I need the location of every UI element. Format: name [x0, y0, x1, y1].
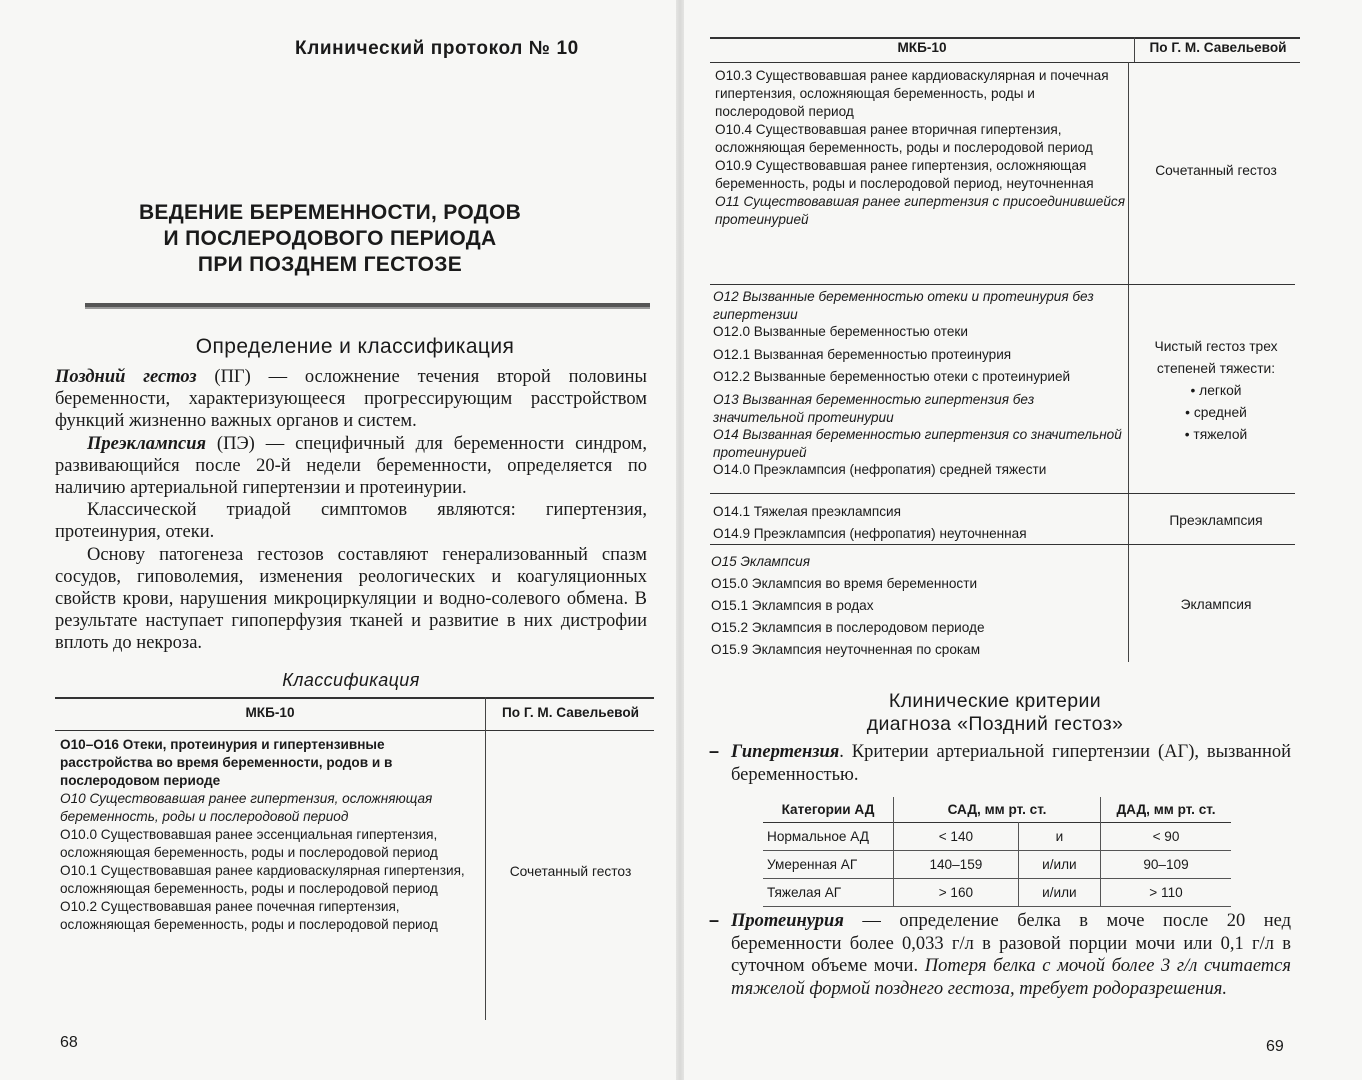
list-item: О12.2 Вызванные беременностью отеки с протеинурией	[713, 369, 1071, 385]
table-column-divider	[1134, 37, 1135, 62]
table-header-savelieva: По Г. М. Савельевой	[1149, 40, 1287, 55]
table-cell: < 140	[894, 823, 1019, 851]
running-title: Клинический протокол № 10	[295, 38, 579, 59]
table-cell: и	[1018, 823, 1100, 851]
list-item: О10.0 Существовавшая ранее эссенциальная гипертензия, осложняющая беременность, роды и послеродовой период	[60, 827, 438, 860]
list-dash: –	[709, 910, 720, 930]
paragraph: Преэклампсия (ПЭ) — специфичный для беременности синдром, развивающийся после 20-й недели беременности, определяется по наличию артериальной гипертензии и протеинурии.	[55, 433, 647, 499]
paragraph: Классической триадой симптомов являются: гипертензия, протеинурия, отеки.	[55, 500, 647, 543]
list-item: О14.0 Преэклампсия (нефропатия) средней тяжести	[713, 462, 1047, 478]
list-item: О15 Эклампсия	[711, 554, 810, 569]
term: Гипертензия	[731, 742, 840, 762]
page-number: 68	[60, 1034, 78, 1051]
table-cell-mkb	[60, 736, 480, 934]
table-header-rule	[55, 730, 654, 731]
table-top-rule	[710, 37, 1300, 39]
table-cell: Тяжелая АГ	[763, 879, 894, 907]
main-title: ВЕДЕНИЕ БЕРЕМЕННОСТИ, РОДОВ И ПОСЛЕРОДОВОГО ПЕРИОДА ПРИ ПОЗДНЕМ ГЕСТОЗЕ	[138, 201, 522, 276]
table-top-rule	[55, 697, 654, 699]
table-column-divider	[1128, 62, 1129, 662]
table-cell: > 160	[894, 879, 1019, 907]
table-cell-savelieva: Эклампсия	[1180, 597, 1252, 612]
table-header-row	[763, 797, 1231, 823]
table-row	[763, 823, 1231, 851]
list-item: О10 Существовавшая ранее гипертензия, осложняющая беременность, роды и послеродовой период	[60, 791, 433, 824]
column-header: Категории АД	[763, 797, 894, 823]
term: Поздний гестоз	[55, 367, 197, 387]
list-item: О15.0 Эклампсия во время беременности	[711, 576, 978, 591]
table-header-mkb: МКБ-10	[897, 40, 947, 55]
column-header: САД, мм рт. ст.	[894, 797, 1101, 823]
list-item: О10.1 Существовавшая ранее кардиоваскулярная гипертензия, осложняющая беременность, роды и послеродовой период	[60, 863, 465, 896]
list-item: О10.9 Существовавшая ранее гипертензия, осложняющая беременность, роды и послеродовой период, неуточненная	[715, 158, 1094, 191]
table-column-divider	[485, 697, 486, 1020]
table-cell-savelieva: Преэклампсия	[1169, 513, 1263, 528]
table-cell-mkb	[713, 503, 1125, 543]
section-heading: Определение и классификация	[195, 335, 515, 358]
table-cell-mkb	[711, 553, 1123, 659]
term: Протеинурия	[731, 911, 844, 931]
group-rule	[710, 284, 1295, 285]
paragraph: Поздний гестоз (ПГ) — осложнение течения второй половины беременности, характеризующееся прогрессирующим расстройством функций жизненно важных органов и систем.	[55, 367, 647, 432]
table-cell: Умеренная АГ	[763, 851, 894, 879]
table-cell-savelieva: Сочетанный гестоз	[1155, 163, 1277, 178]
list-item: О15.1 Эклампсия в родах	[711, 598, 874, 613]
list-item: О10.2 Существовавшая ранее почечная гипертензия, осложняющая беременность, роды и послеродовой период	[60, 899, 438, 932]
table-header-rule	[710, 62, 1300, 63]
table-cell: и/или	[1018, 851, 1100, 879]
term: Преэклампсия	[87, 433, 207, 454]
table-header-mkb: МКБ-10	[245, 705, 295, 720]
table-cell: > 110	[1149, 885, 1183, 900]
paragraph: Основу патогенеза гестозов составляют генерализованный спазм сосудов, гиповолемия, изменения реологических и коагуляционных свойств крови, нарушения микроциркуляции и водно-солевого обмена. В результате наступает гипоперфузия тканей и развитие в них дистрофии вплоть до некроза.	[55, 544, 647, 654]
table-cell-savelieva: Чистый гестоз трех степеней тяжести: • легкой • средней • тяжелой	[1154, 339, 1278, 442]
list-item: О10.3 Существовавшая ранее кардиоваскулярная и почечная гипертензия, осложняющая беременность, роды и послеродовой период	[715, 68, 1109, 119]
blood-pressure-table	[763, 797, 1231, 907]
table-cell-mkb	[713, 288, 1125, 479]
book-gutter	[676, 0, 684, 1080]
list-item: О14 Вызванная беременностью гипертензия со значительной протеинурией	[713, 427, 1122, 460]
page-number: 69	[1266, 1038, 1284, 1055]
list-item: О12.0 Вызванные беременностью отеки	[713, 324, 968, 340]
list-item: О12 Вызванные беременностью отеки и протеинурия без гипертензии	[713, 289, 1094, 322]
group-rule	[710, 493, 1295, 494]
table-cell: 140–159	[894, 851, 1019, 879]
table-cell-mkb	[715, 67, 1125, 229]
list-item: О10.4 Существовавшая ранее вторичная гипертензия, осложняющая беременность, роды и послеродовой период	[715, 122, 1093, 155]
list-item: О14.1 Тяжелая преэклампсия	[713, 504, 902, 519]
group-rule	[710, 544, 1295, 545]
list-item: О15.9 Эклампсия неуточненная по срокам	[711, 642, 981, 657]
table-cell: и/или	[1018, 879, 1100, 907]
classification-heading: Классификация	[282, 670, 420, 690]
table-row	[763, 851, 1231, 879]
list-item: О11 Существовавшая ранее гипертензия с присоединившейся протеинурией	[715, 194, 1125, 227]
list-item: О12.1 Вызванная беременностью протеинурия	[713, 346, 1012, 362]
table-cell: < 90	[1152, 829, 1180, 844]
definitions-text	[55, 366, 647, 655]
table-cell: Нормальное АД	[763, 823, 894, 851]
table-cell: 90–109	[1143, 857, 1189, 872]
table-group-title: О10–О16 Отеки, протеинурия и гипертензивные расстройства во время беременности, родов и в послеродовом периоде	[60, 737, 393, 788]
column-header: ДАД, мм рт. ст.	[1116, 802, 1216, 817]
criteria-heading: Клинические критерии диагноза «Поздний гестоз»	[866, 690, 1124, 735]
hypertension-text: Гипертензия. Критерии артериальной гипертензии (АГ), вызванной беременностью.	[731, 742, 1291, 785]
list-dash: –	[709, 741, 720, 761]
list-item: О13 Вызванная беременностью гипертензия без значительной протеинурии	[713, 391, 1035, 425]
list-item: О14.9 Преэклампсия (нефропатия) неуточненная	[713, 526, 1027, 541]
title-rule	[85, 303, 650, 309]
table-row	[763, 879, 1231, 907]
list-item: О15.2 Эклампсия в послеродовом периоде	[711, 620, 985, 635]
table-cell-savelieva: Сочетанный гестоз	[509, 864, 632, 879]
table-header-savelieva: По Г. М. Савельевой	[502, 705, 639, 720]
proteinuria-text: Протеинурия — определение белка в моче после 20 нед беременности более 0,033 г/л в разовой порции мочи или 0,1 г/л в суточном объеме мочи. Потеря белка с мочой более 3 г/л считается тяжелой формой позднего гестоза, требует родоразрешения.	[731, 911, 1291, 999]
